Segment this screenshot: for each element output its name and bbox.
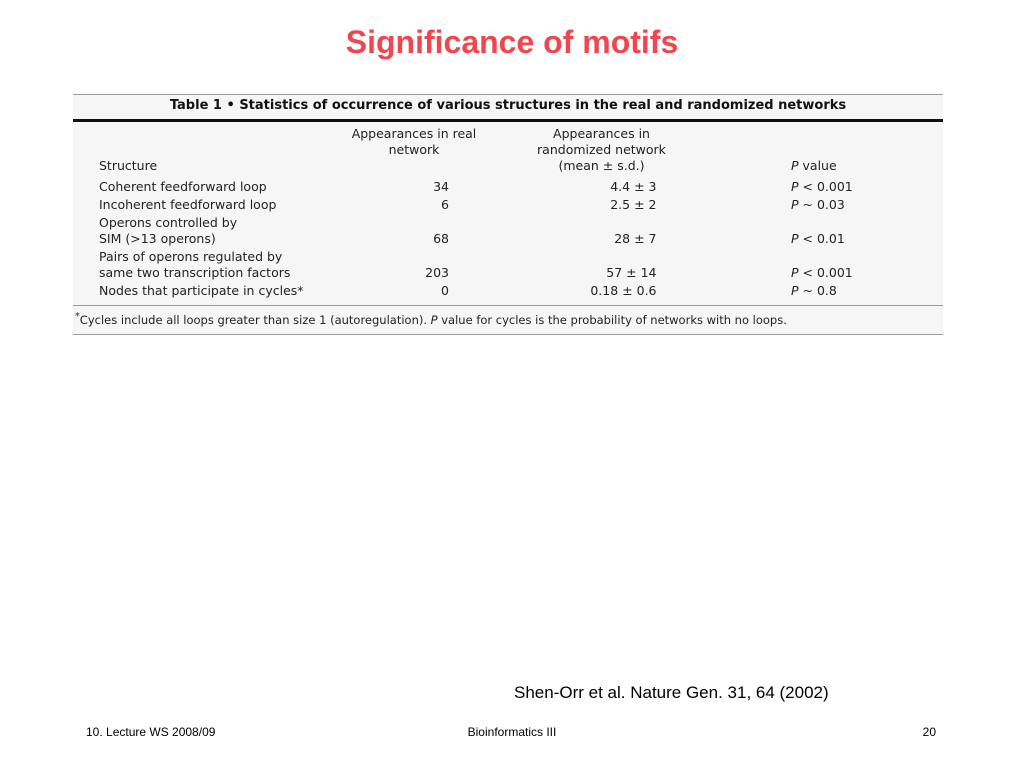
table-footnote <box>73 306 943 334</box>
cell-p <box>704 196 943 214</box>
header-real-line2: network <box>388 142 440 157</box>
cell-real <box>329 214 499 248</box>
cell-p <box>704 214 943 248</box>
statistics-table-figure <box>73 94 943 335</box>
header-real <box>329 122 499 178</box>
citation: Shen-Orr et al. Nature Gen. 31, 64 (2002) <box>514 683 829 702</box>
cell-p <box>704 282 943 300</box>
footnote-mark: * <box>75 311 80 322</box>
structure-line1: Operons controlled by <box>99 215 238 230</box>
cell-real <box>329 282 499 300</box>
structure-line1: Coherent feedforward loop <box>99 179 267 194</box>
cell-random <box>499 282 704 300</box>
footer-lecture: 10. Lecture WS 2008/09 <box>86 725 216 739</box>
p-letter: P <box>791 283 799 298</box>
header-structure: Structure <box>99 158 158 173</box>
header-random-line1: Appearances in <box>553 126 650 141</box>
cell-p <box>704 178 943 196</box>
structure-line2: same two transcription factors <box>99 265 291 280</box>
cell-structure <box>73 196 329 214</box>
p-value: < 0.001 <box>798 179 853 194</box>
cell-real <box>329 178 499 196</box>
cell-random <box>499 196 704 214</box>
cell-structure <box>73 248 329 282</box>
table-row <box>73 178 943 196</box>
random-value: 4.4 ± 3 <box>610 179 657 194</box>
real-value: 6 <box>441 197 449 212</box>
table-row <box>73 282 943 300</box>
structure-line1: Nodes that participate in cycles* <box>99 283 304 298</box>
footer-course: Bioinformatics III <box>467 725 557 739</box>
real-value: 68 <box>433 231 449 246</box>
p-value: ~ 0.03 <box>798 197 845 212</box>
slide-title: Significance of motifs <box>345 24 679 60</box>
cell-random <box>499 248 704 282</box>
cell-structure <box>73 178 329 196</box>
p-letter: P <box>791 231 799 246</box>
cell-real <box>329 248 499 282</box>
header-real-line1: Appearances in real <box>351 126 477 141</box>
random-value: 2.5 ± 2 <box>610 197 657 212</box>
header-p-rest: value <box>798 158 837 173</box>
p-letter: P <box>791 197 799 212</box>
cell-random <box>499 178 704 196</box>
p-value: < 0.001 <box>798 265 853 280</box>
random-value: 28 ± 7 <box>614 231 657 246</box>
structure-line2: SIM (>13 operons) <box>99 231 216 246</box>
cell-p <box>704 248 943 282</box>
table-row <box>73 214 943 248</box>
header-random-line2: randomized network <box>537 142 666 157</box>
table-row <box>73 248 943 282</box>
footer-page-number: 20 <box>922 725 936 739</box>
structure-line1: Pairs of operons regulated by <box>99 249 283 264</box>
structure-line1: Incoherent feedforward loop <box>99 197 277 212</box>
cell-structure <box>73 282 329 300</box>
footnote-text-a: Cycles include all loops greater than size 1 (autoregulation). <box>79 312 431 327</box>
p-value: < 0.01 <box>798 231 845 246</box>
header-random <box>499 122 704 178</box>
statistics-table <box>73 122 943 300</box>
header-p-letter: P <box>791 158 799 173</box>
cell-real <box>329 196 499 214</box>
random-value: 0.18 ± 0.6 <box>590 283 657 298</box>
table-header-row <box>73 122 943 178</box>
p-letter: P <box>791 179 799 194</box>
table-end-rule <box>73 334 943 335</box>
table-row <box>73 196 943 214</box>
real-value: 0 <box>441 283 449 298</box>
footnote-p-letter: P <box>430 312 438 327</box>
real-value: 203 <box>425 265 449 280</box>
real-value: 34 <box>433 179 449 194</box>
random-value: 57 ± 14 <box>606 265 657 280</box>
table-caption: Table 1 • Statistics of occurrence of various structures in the real and randomized networks <box>169 98 847 113</box>
cell-structure <box>73 214 329 248</box>
footnote-text-b: value for cycles is the probability of networks with no loops. <box>437 312 787 327</box>
p-letter: P <box>791 265 799 280</box>
p-value: ~ 0.8 <box>798 283 837 298</box>
header-p-value <box>704 122 943 178</box>
header-random-line3: (mean ± s.d.) <box>558 158 645 173</box>
cell-random <box>499 214 704 248</box>
